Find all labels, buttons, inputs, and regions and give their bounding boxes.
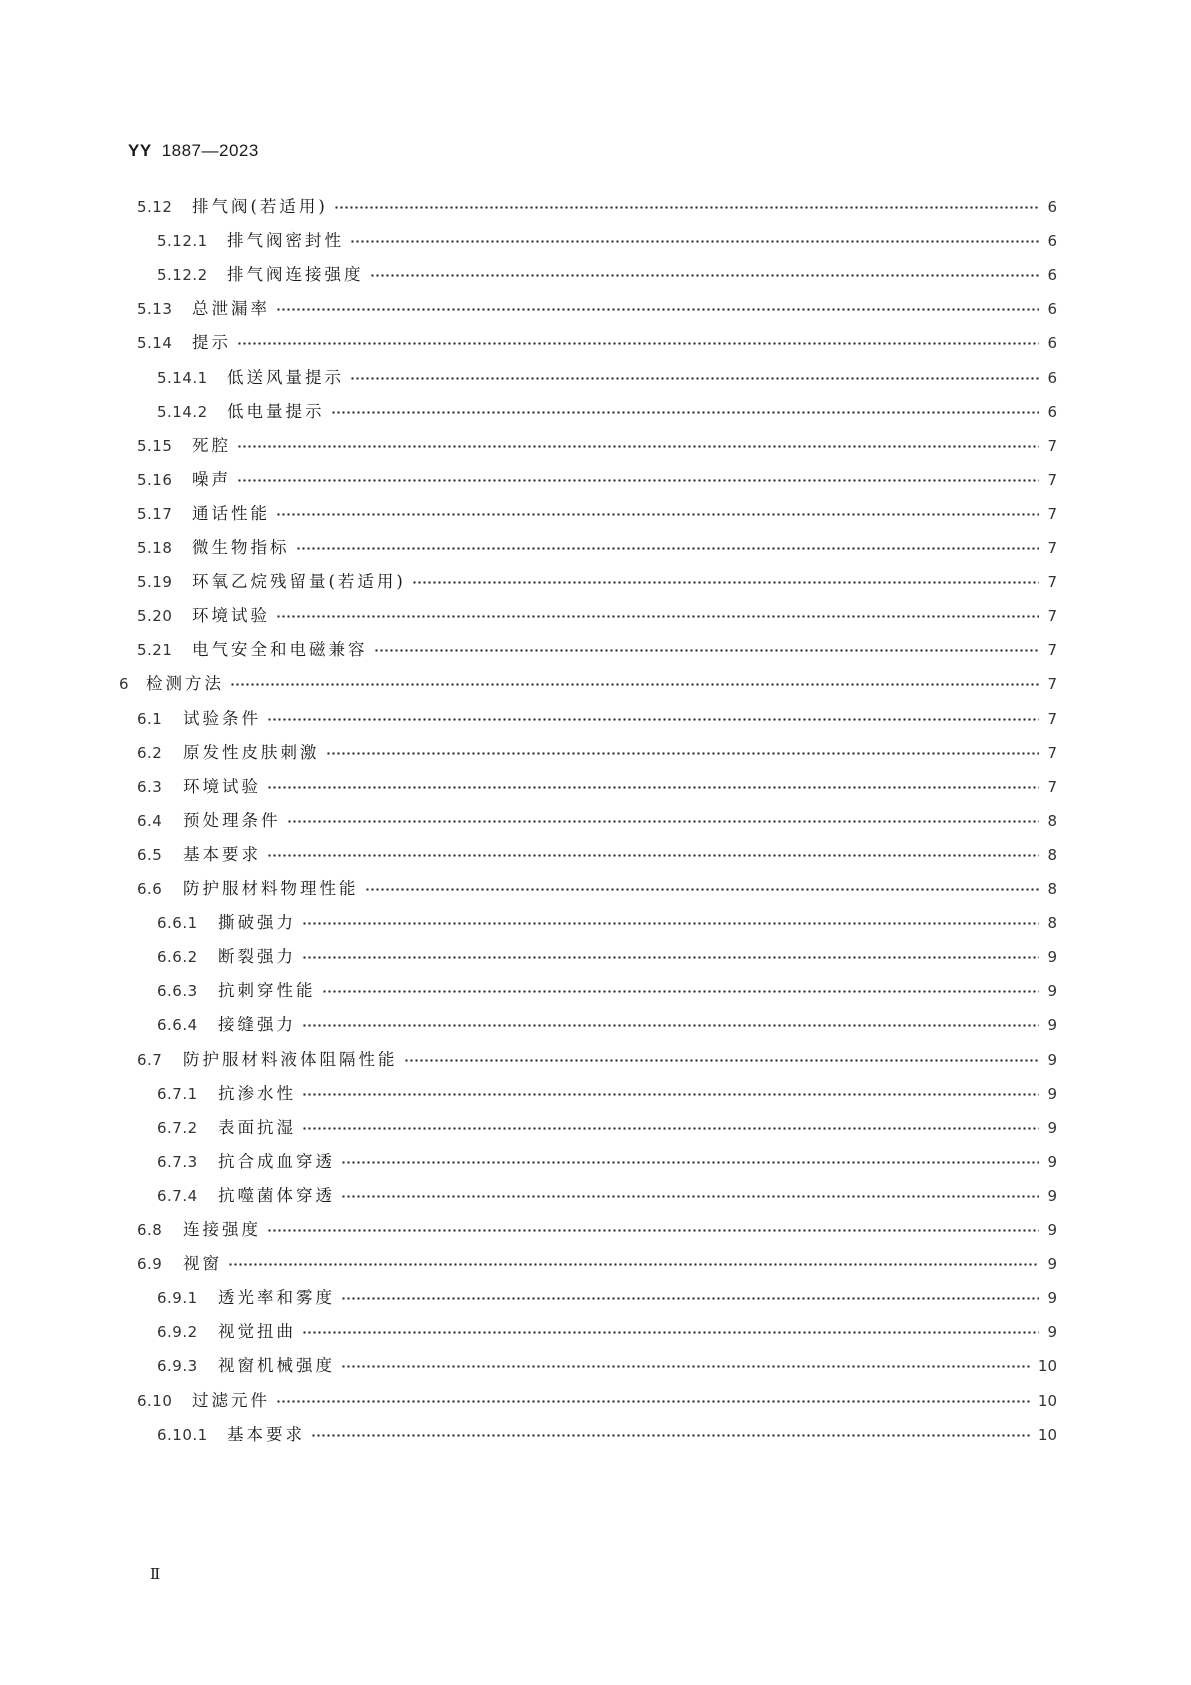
toc-entry-title: 噪声 — [192, 470, 231, 489]
toc-dot-leader — [412, 581, 1039, 584]
toc-entry-page: 7 — [1047, 437, 1057, 455]
toc-entry-number: 6.6.3 — [157, 982, 198, 1000]
toc-entry-number: 6.6.1 — [157, 914, 198, 932]
toc-entry[interactable] — [157, 1354, 1057, 1378]
toc-dot-leader — [341, 1365, 1030, 1368]
toc-entry[interactable] — [157, 366, 1057, 390]
toc-dot-leader — [276, 615, 1039, 618]
toc-entry-number: 6.2 — [137, 744, 163, 762]
toc-entry-page: 7 — [1047, 710, 1057, 728]
toc-entry[interactable] — [157, 1286, 1057, 1310]
toc-dot-leader — [350, 377, 1039, 380]
toc-entry-page: 7 — [1047, 607, 1057, 625]
toc-entry[interactable] — [137, 809, 1057, 833]
toc-entry-number: 6.1 — [137, 710, 163, 728]
toc-entry[interactable] — [137, 502, 1057, 526]
toc-entry[interactable] — [157, 911, 1057, 935]
toc-entry-page: 9 — [1047, 1289, 1057, 1307]
toc-entry[interactable] — [119, 672, 1057, 696]
toc-entry-page: 9 — [1047, 1085, 1057, 1103]
toc-entry-title: 预处理条件 — [183, 811, 281, 830]
toc-entry-number: 6.6.4 — [157, 1016, 198, 1034]
toc-entry-title: 防护服材料物理性能 — [183, 879, 359, 898]
toc-entry-number: 5.14.2 — [157, 403, 208, 421]
toc-dot-leader — [230, 683, 1039, 686]
toc-entry[interactable] — [157, 1184, 1057, 1208]
toc-entry-page: 9 — [1047, 1153, 1057, 1171]
toc-entry-page: 9 — [1047, 1119, 1057, 1137]
toc-entry[interactable] — [137, 434, 1057, 458]
toc-entry-title: 排气阀密封性 — [227, 231, 344, 250]
toc-dot-leader — [341, 1161, 1039, 1164]
toc-entry-page: 7 — [1047, 778, 1057, 796]
toc-entry-page: 10 — [1037, 1426, 1057, 1444]
toc-entry-number: 6.9 — [137, 1255, 163, 1273]
toc-dot-leader — [287, 820, 1040, 823]
toc-dot-leader — [302, 1024, 1039, 1027]
toc-entry-page: 9 — [1047, 1323, 1057, 1341]
toc-entry-page: 7 — [1047, 505, 1057, 523]
toc-entry[interactable] — [157, 1320, 1057, 1344]
toc-entry[interactable] — [137, 1389, 1057, 1413]
toc-entry-page: 8 — [1047, 846, 1057, 864]
toc-entry-number: 6.7.2 — [157, 1119, 198, 1137]
toc-entry-title: 环境试验 — [183, 777, 261, 796]
toc-entry-page: 6 — [1047, 334, 1057, 352]
toc-entry-number: 5.19 — [137, 573, 173, 591]
toc-entry[interactable] — [137, 297, 1057, 321]
toc-dot-leader — [276, 1400, 1030, 1403]
toc-entry[interactable] — [137, 536, 1057, 560]
toc-entry[interactable] — [137, 1218, 1057, 1242]
toc-dot-leader — [302, 1093, 1039, 1096]
toc-dot-leader — [276, 513, 1039, 516]
toc-dot-leader — [365, 888, 1040, 891]
toc-entry-page: 9 — [1047, 1016, 1057, 1034]
toc-entry-page: 7 — [1047, 641, 1057, 659]
toc-dot-leader — [302, 956, 1039, 959]
toc-entry-title: 抗合成血穿透 — [218, 1152, 335, 1171]
toc-entry-number: 5.13 — [137, 300, 173, 318]
toc-entry[interactable] — [137, 604, 1057, 628]
toc-entry-page: 6 — [1047, 403, 1057, 421]
toc-entry[interactable] — [137, 331, 1057, 355]
toc-entry[interactable] — [137, 1048, 1057, 1072]
toc-entry-number: 5.18 — [137, 539, 173, 557]
toc-dot-leader — [267, 786, 1039, 789]
toc-entry-title: 总泄漏率 — [192, 299, 270, 318]
toc-entry-number: 5.12 — [137, 198, 173, 216]
toc-entry-page: 7 — [1047, 573, 1057, 591]
toc-entry[interactable] — [157, 1013, 1057, 1037]
toc-dot-leader — [331, 411, 1040, 414]
toc-entry[interactable] — [157, 1150, 1057, 1174]
toc-entry-number: 5.20 — [137, 607, 173, 625]
toc-dot-leader — [237, 479, 1039, 482]
toc-entry-title: 视觉扭曲 — [218, 1322, 296, 1341]
toc-dot-leader — [404, 1059, 1040, 1062]
toc-entry-title: 微生物指标 — [192, 538, 290, 557]
toc-dot-leader — [311, 1434, 1030, 1437]
toc-entry-number: 6.7.4 — [157, 1187, 198, 1205]
toc-entry[interactable] — [137, 741, 1057, 765]
toc-entry-page: 6 — [1047, 300, 1057, 318]
toc-entry-title: 基本要求 — [183, 845, 261, 864]
toc-entry-page: 9 — [1047, 1255, 1057, 1273]
toc-dot-leader — [374, 649, 1040, 652]
toc-entry-title: 电气安全和电磁兼容 — [192, 640, 368, 659]
toc-entry-title: 检测方法 — [146, 674, 224, 693]
document-header — [128, 141, 259, 161]
toc-entry[interactable] — [137, 775, 1057, 799]
toc-entry-number: 6.10 — [137, 1392, 173, 1410]
toc-entry-title: 排气阀连接强度 — [227, 265, 364, 284]
toc-entry[interactable] — [137, 570, 1057, 594]
toc-dot-leader — [370, 274, 1040, 277]
toc-entry-number: 5.21 — [137, 641, 173, 659]
toc-entry[interactable] — [137, 843, 1057, 867]
toc-entry[interactable] — [157, 1082, 1057, 1106]
toc-entry-title: 防护服材料液体阻隔性能 — [183, 1050, 398, 1069]
toc-entry-number: 5.14.1 — [157, 369, 208, 387]
toc-entry-title: 提示 — [192, 333, 231, 352]
toc-entry-number: 6.7.3 — [157, 1153, 198, 1171]
toc-entry[interactable] — [157, 229, 1057, 253]
toc-entry-number: 5.15 — [137, 437, 173, 455]
toc-entry-page: 8 — [1047, 914, 1057, 932]
toc-entry-title: 通话性能 — [192, 504, 270, 523]
toc-dot-leader — [228, 1263, 1039, 1266]
standard-number: 1887—2023 — [161, 141, 259, 160]
toc-entry-number: 6.5 — [137, 846, 163, 864]
toc-entry-page: 9 — [1047, 948, 1057, 966]
toc-dot-leader — [267, 1229, 1039, 1232]
toc-entry-number: 6.6.2 — [157, 948, 198, 966]
toc-entry-title: 透光率和雾度 — [218, 1288, 335, 1307]
toc-entry-title: 抗刺穿性能 — [218, 981, 316, 1000]
toc-entry-page: 8 — [1047, 880, 1057, 898]
toc-entry-number: 5.17 — [137, 505, 173, 523]
toc-entry-page: 6 — [1047, 232, 1057, 250]
toc-entry[interactable] — [157, 400, 1057, 424]
toc-dot-leader — [326, 752, 1040, 755]
toc-entry-title: 抗噬菌体穿透 — [218, 1186, 335, 1205]
toc-entry-number: 6 — [119, 675, 130, 693]
toc-entry-title: 视窗机械强度 — [218, 1356, 335, 1375]
page-number: Ⅱ — [150, 1565, 160, 1583]
toc-entry-title: 环氧乙烷残留量(若适用) — [192, 572, 406, 591]
toc-entry-title: 环境试验 — [192, 606, 270, 625]
toc-entry-title: 低电量提示 — [227, 402, 325, 421]
toc-entry[interactable] — [137, 638, 1057, 662]
toc-entry-page: 7 — [1047, 471, 1057, 489]
toc-entry-number: 6.4 — [137, 812, 163, 830]
toc-entry-number: 6.10.1 — [157, 1426, 208, 1444]
toc-entry-title: 试验条件 — [183, 709, 261, 728]
standard-prefix: YY — [128, 141, 152, 160]
toc-dot-leader — [267, 854, 1039, 857]
toc-entry-title: 基本要求 — [227, 1425, 305, 1444]
toc-dot-leader — [267, 718, 1039, 721]
toc-entry-number: 6.6 — [137, 880, 163, 898]
toc-entry-page: 10 — [1037, 1392, 1057, 1410]
toc-entry-number: 6.7.1 — [157, 1085, 198, 1103]
toc-dot-leader — [237, 445, 1039, 448]
toc-entry-title: 原发性皮肤刺激 — [183, 743, 320, 762]
toc-entry-number: 6.9.3 — [157, 1357, 198, 1375]
toc-entry-number: 5.12.1 — [157, 232, 208, 250]
toc-entry-title: 抗渗水性 — [218, 1084, 296, 1103]
toc-entry-page: 6 — [1047, 266, 1057, 284]
toc-entry-number: 6.7 — [137, 1051, 163, 1069]
toc-entry[interactable] — [137, 877, 1057, 901]
toc-dot-leader — [302, 1331, 1039, 1334]
toc-entry-page: 7 — [1047, 744, 1057, 762]
toc-entry[interactable] — [157, 979, 1057, 1003]
toc-entry-title: 死腔 — [192, 436, 231, 455]
toc-entry-page: 7 — [1047, 675, 1057, 693]
toc-entry-number: 5.12.2 — [157, 266, 208, 284]
toc-entry-title: 断裂强力 — [218, 947, 296, 966]
toc-dot-leader — [237, 342, 1039, 345]
toc-dot-leader — [350, 240, 1039, 243]
toc-entry-page: 10 — [1037, 1357, 1057, 1375]
toc-entry-page: 9 — [1047, 1221, 1057, 1239]
toc-entry[interactable] — [137, 195, 1057, 219]
toc-entry-title: 过滤元件 — [192, 1391, 270, 1410]
toc-entry-title: 接缝强力 — [218, 1015, 296, 1034]
toc-entry-page: 8 — [1047, 812, 1057, 830]
toc-entry[interactable] — [137, 468, 1057, 492]
toc-entry[interactable] — [157, 1116, 1057, 1140]
toc-entry-title: 排气阀(若适用) — [192, 197, 328, 216]
toc-entry-page: 7 — [1047, 539, 1057, 557]
toc-entry[interactable] — [157, 1423, 1057, 1447]
toc-entry-number: 6.8 — [137, 1221, 163, 1239]
toc-dot-leader — [276, 308, 1039, 311]
toc-entry-page: 9 — [1047, 1051, 1057, 1069]
toc-entry[interactable] — [137, 1252, 1057, 1276]
toc-entry-title: 视窗 — [183, 1254, 222, 1273]
toc-entry-title: 低送风量提示 — [227, 368, 344, 387]
toc-entry[interactable] — [157, 945, 1057, 969]
toc-entry-page: 9 — [1047, 1187, 1057, 1205]
toc-entry[interactable] — [137, 707, 1057, 731]
toc-entry-number: 6.3 — [137, 778, 163, 796]
toc-entry-title: 撕破强力 — [218, 913, 296, 932]
toc-entry-number: 6.9.2 — [157, 1323, 198, 1341]
toc-dot-leader — [302, 922, 1039, 925]
toc-dot-leader — [341, 1297, 1039, 1300]
toc-dot-leader — [302, 1127, 1039, 1130]
toc-entry-title: 表面抗湿 — [218, 1118, 296, 1137]
toc-entry-number: 5.14 — [137, 334, 173, 352]
toc-entry[interactable] — [157, 263, 1057, 287]
toc-entry-page: 9 — [1047, 982, 1057, 1000]
toc-dot-leader — [334, 206, 1039, 209]
toc-entry-number: 6.9.1 — [157, 1289, 198, 1307]
toc-entry-number: 5.16 — [137, 471, 173, 489]
toc-dot-leader — [341, 1195, 1039, 1198]
toc-dot-leader — [322, 990, 1040, 993]
toc-dot-leader — [296, 547, 1040, 550]
toc-entry-title: 连接强度 — [183, 1220, 261, 1239]
toc-entry-page: 6 — [1047, 198, 1057, 216]
toc-entry-page: 6 — [1047, 369, 1057, 387]
